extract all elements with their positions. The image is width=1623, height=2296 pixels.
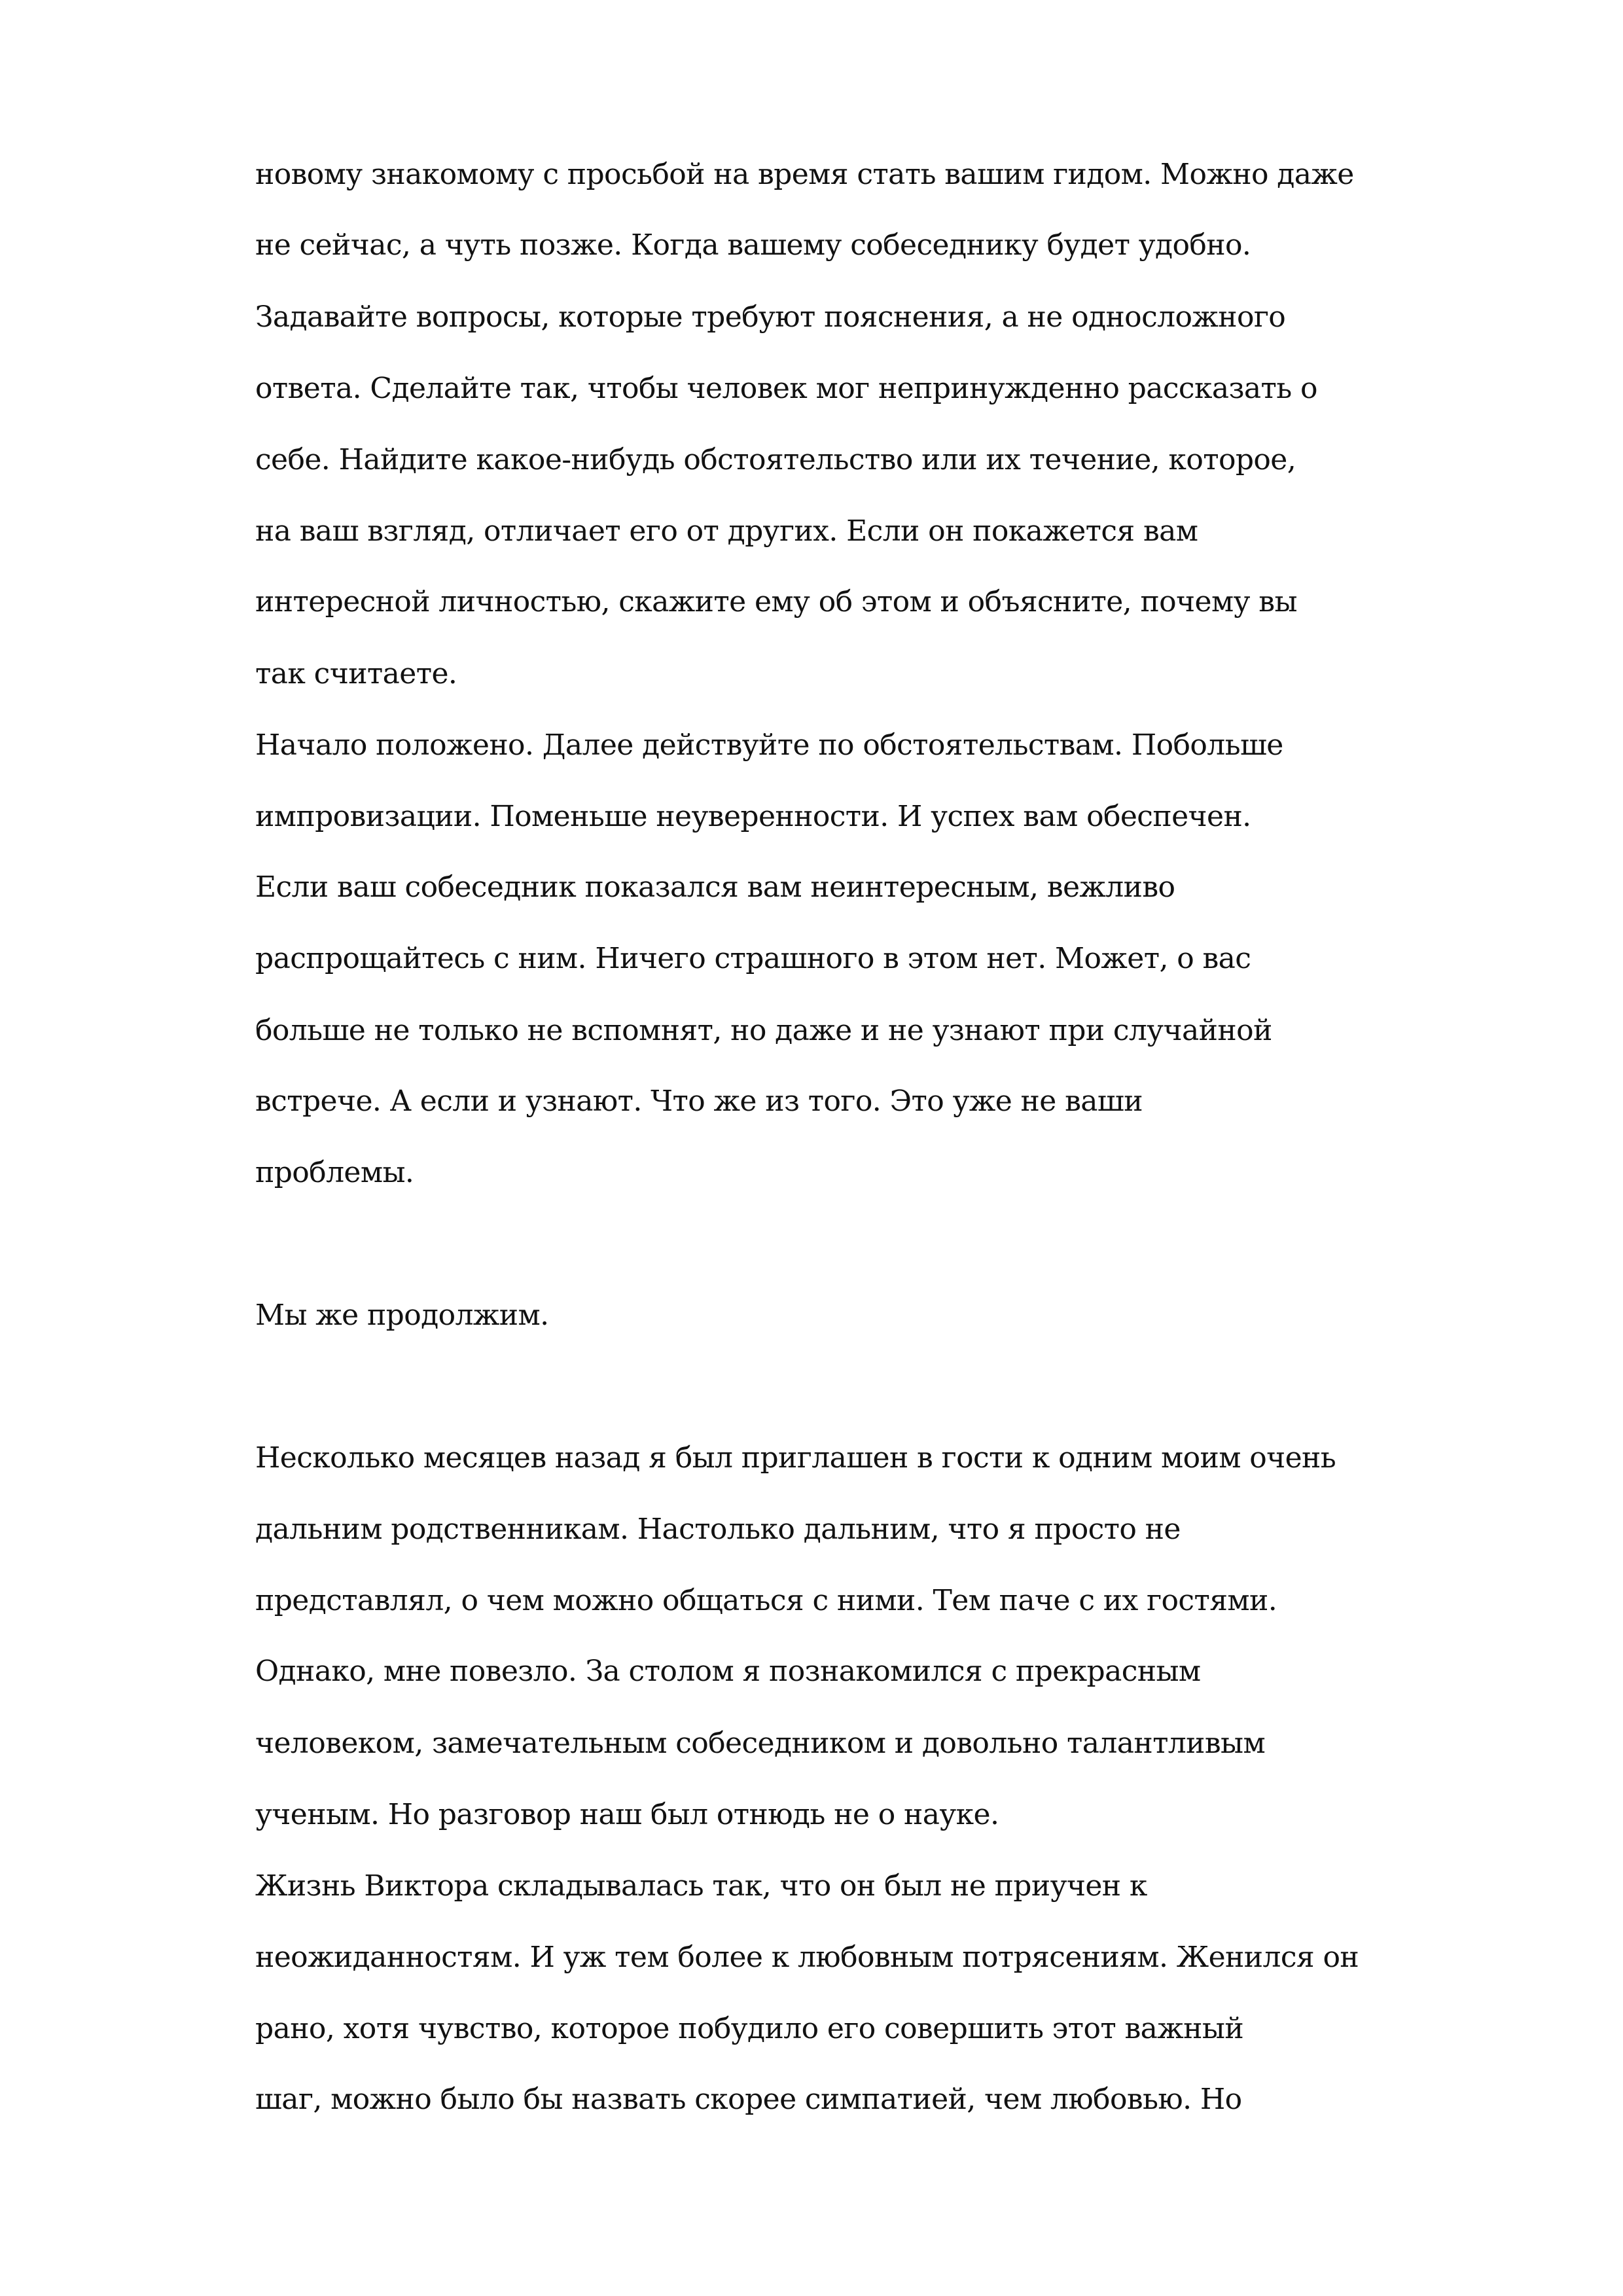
- text-line: Мы же продолжим.: [255, 1299, 549, 1332]
- text-line: человеком, замечательным собеседником и довольно талантливым: [255, 1727, 1266, 1760]
- text-line: Начало положено. Далее действуйте по обстоятельствам. Побольше: [255, 728, 1283, 762]
- text-line: новому знакомому с просьбой на время стать вашим гидом. Можно даже: [255, 158, 1354, 191]
- text-line: неожиданностям. И уж тем более к любовным потрясениям. Женился он: [255, 1941, 1359, 1974]
- text-line: Однако, мне повезло. За столом я познакомился с прекрасным: [255, 1655, 1201, 1688]
- text-line: встрече. А если и узнают. Что же из того. Это уже не ваши: [255, 1085, 1143, 1118]
- text-line: Если ваш собеседник показался вам неинтересным, вежливо: [255, 870, 1175, 904]
- text-line: Несколько месяцев назад я был приглашен в гости к одним моим очень: [255, 1441, 1336, 1475]
- text-line: шаг, можно было бы назвать скорее симпатией, чем любовью. Но: [255, 2083, 1242, 2116]
- text-line: ответа. Сделайте так, чтобы человек мог непринужденно рассказать о: [255, 372, 1317, 405]
- text-line: распрощайтесь с ним. Ничего страшного в этом нет. Может, о вас: [255, 942, 1251, 975]
- text-line: больше не только не вспомнят, но даже и не узнают при случайной: [255, 1014, 1272, 1047]
- text-line: Жизнь Виктора складывалась так, что он был не приучен к: [255, 1869, 1147, 1903]
- text-line: интересной личностью, скажите ему об этом и объясните, почему вы: [255, 585, 1297, 619]
- text-line: себе. Найдите какое-нибудь обстоятельство или их течение, которое,: [255, 443, 1296, 476]
- text-line: на ваш взгляд, отличает его от других. Если он покажется вам: [255, 514, 1198, 548]
- text-line: так считаете.: [255, 657, 457, 691]
- text-line: рано, хотя чувство, которое побудило его совершить этот важный: [255, 2012, 1244, 2045]
- text-line: импровизации. Поменьше неуверенности. И успех вам обеспечен.: [255, 800, 1251, 833]
- text-line: ученым. Но разговор наш был отнюдь не о науке.: [255, 1798, 999, 1831]
- text-line: Задавайте вопросы, которые требуют пояснения, а не односложного: [255, 300, 1286, 334]
- text-line: не сейчас, а чуть позже. Когда вашему собеседнику будет удобно.: [255, 228, 1251, 262]
- text-line: проблемы.: [255, 1156, 414, 1189]
- text-line: дальним родственникам. Настолько дальним, что я просто не: [255, 1513, 1181, 1546]
- text-line: представлял, о чем можно общаться с ними. Тем паче с их гостями.: [255, 1584, 1277, 1617]
